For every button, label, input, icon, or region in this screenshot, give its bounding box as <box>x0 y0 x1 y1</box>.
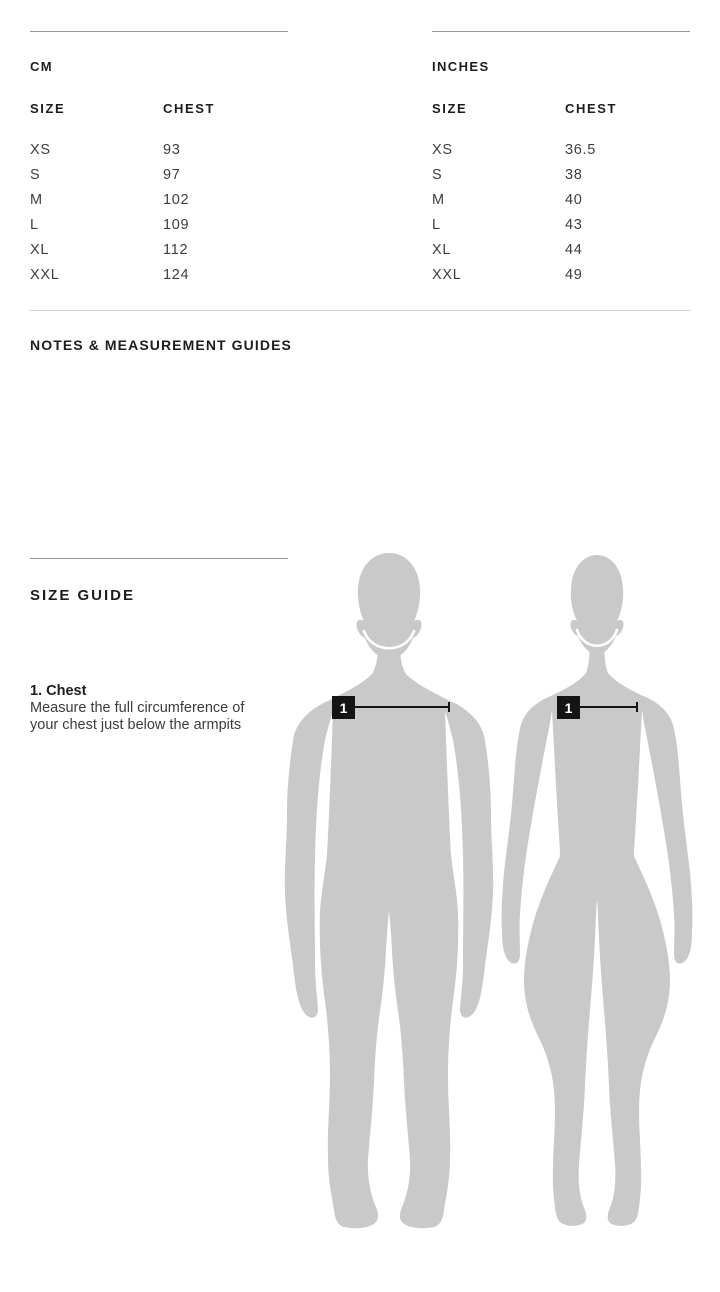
notes-section <box>30 337 696 377</box>
size-table-cm <box>30 31 288 287</box>
point-title: 1. Chest <box>30 683 87 699</box>
column-header-size: SIZE <box>432 101 468 116</box>
chest-cell: 109 <box>163 216 190 233</box>
table-body <box>432 137 690 287</box>
size-cell: S <box>432 166 443 183</box>
size-cell: XXL <box>30 266 60 283</box>
chest-cell: 124 <box>163 266 190 283</box>
chest-cell: 93 <box>163 141 181 158</box>
table-row <box>432 137 690 162</box>
table-row <box>432 212 690 237</box>
section-divider <box>30 310 690 311</box>
table-body <box>30 137 288 287</box>
table-row <box>30 262 288 287</box>
size-guide-section <box>30 558 288 604</box>
table-row <box>30 162 288 187</box>
table-row <box>432 237 690 262</box>
table-row <box>30 137 288 162</box>
size-cell: S <box>30 166 41 183</box>
chest-cell: 36.5 <box>565 141 597 158</box>
measure-line <box>580 706 638 708</box>
notes-heading: NOTES & MEASUREMENT GUIDES <box>30 337 292 353</box>
size-cell: M <box>432 191 445 208</box>
size-cell: XS <box>432 141 453 158</box>
male-figure-silhouette <box>282 552 497 1232</box>
size-cell: XL <box>30 241 50 258</box>
chest-cell: 102 <box>163 191 190 208</box>
female-head-shape <box>570 555 623 654</box>
chest-marker-badge: 1 <box>332 696 355 719</box>
column-header-size: SIZE <box>30 101 66 116</box>
size-cell: XL <box>432 241 452 258</box>
chest-cell: 112 <box>163 241 189 258</box>
chest-cell: 38 <box>565 166 583 183</box>
size-cell: XS <box>30 141 51 158</box>
size-cell: L <box>432 216 441 233</box>
table-row <box>432 162 690 187</box>
table-row <box>30 187 288 212</box>
size-cell: XXL <box>432 266 462 283</box>
table-unit-label-inches: INCHES <box>432 59 490 74</box>
chest-cell: 97 <box>163 166 181 183</box>
male-body-shape <box>285 638 493 1228</box>
table-header-row <box>30 101 288 116</box>
chest-cell: 44 <box>565 241 583 258</box>
column-header-chest: CHEST <box>565 101 618 116</box>
female-figure-silhouette <box>490 552 705 1232</box>
table-row <box>432 262 690 287</box>
chest-cell: 43 <box>565 216 583 233</box>
size-table-inches <box>432 31 690 287</box>
measure-line <box>355 706 450 708</box>
table-unit-label-cm: CM <box>30 59 54 74</box>
size-guide-heading: SIZE GUIDE <box>30 587 136 604</box>
table-header-row <box>432 101 690 116</box>
column-header-chest: CHEST <box>163 101 216 116</box>
female-body-shape <box>502 636 693 1226</box>
male-head-shape <box>356 553 421 659</box>
measure-end-tick <box>448 702 450 712</box>
point-description: Measure the full circumference of your chest just below the armpits <box>30 700 245 734</box>
chest-cell: 40 <box>565 191 583 208</box>
size-cell: L <box>30 216 39 233</box>
measure-end-tick <box>636 702 638 712</box>
size-cell: M <box>30 191 43 208</box>
measurement-point-chest <box>30 683 266 734</box>
chest-cell: 49 <box>565 266 583 283</box>
table-row <box>432 187 690 212</box>
table-row <box>30 212 288 237</box>
table-row <box>30 237 288 262</box>
chest-marker-badge: 1 <box>557 696 580 719</box>
